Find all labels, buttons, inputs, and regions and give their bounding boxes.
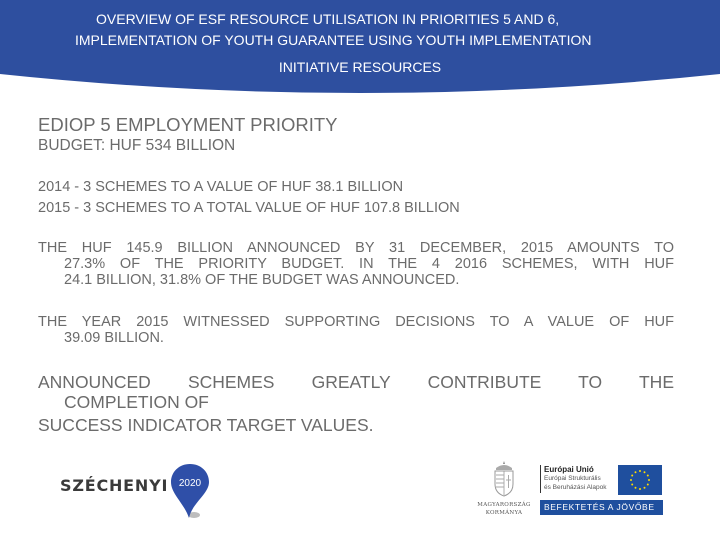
paragraph-line: 39.09 BILLION.: [64, 330, 164, 346]
scheme-2014: 2014 - 3 SCHEMES TO A VALUE OF HUF 38.1 BILLION: [38, 179, 404, 195]
paragraph-line: 27.3% OF THE PRIORITY BUDGET. IN THE 4 2016 SCHEMES, WITH HUF: [64, 256, 674, 272]
paragraph-line: THE HUF 145.9 BILLION ANNOUNCED BY 31 DECEMBER, 2015 AMOUNTS TO: [38, 240, 674, 256]
eu-slogan-band: BEFEKTETÉS A JÖVŐBE: [540, 500, 663, 515]
eu-divider: [540, 465, 541, 493]
title-line-2: IMPLEMENTATION OF YOUTH GUARANTEE USING YOUTH IMPLEMENTATION: [75, 32, 592, 48]
paragraph-line: COMPLETION OF: [64, 392, 209, 412]
paragraph-line: THE YEAR 2015 WITNESSED SUPPORTING DECISIONS TO A VALUE OF HUF: [38, 314, 674, 330]
eu-flag-icon: [618, 465, 662, 495]
pin-year: 2020: [178, 478, 202, 489]
paragraph-conclusion: [38, 372, 674, 435]
paragraph-line: ANNOUNCED SCHEMES GREATLY CONTRIBUTE TO THE: [38, 372, 674, 392]
gov-line-1: MAGYARORSZÁG: [477, 502, 531, 508]
eu-funds-logo: [540, 465, 710, 521]
coat-of-arms-icon: [492, 460, 516, 498]
szechenyi-2020-logo: [60, 463, 210, 519]
paragraph-announced: [38, 240, 674, 288]
eu-subtitle-1: Európai Strukturális: [544, 475, 601, 482]
title-line-3: INITIATIVE RESOURCES: [278, 59, 442, 75]
map-pin-icon: [170, 463, 210, 521]
header-banner: [0, 0, 720, 100]
paragraph-decisions: [38, 314, 674, 346]
eu-subtitle-2: és Beruházási Alapok: [544, 484, 607, 491]
paragraph-line: 24.1 BILLION, 31.8% OF THE BUDGET WAS ANNOUNCED.: [64, 272, 460, 288]
budget-line: BUDGET: HUF 534 BILLION: [38, 137, 236, 154]
scheme-2015: 2015 - 3 SCHEMES TO A TOTAL VALUE OF HUF 107.8 BILLION: [38, 200, 460, 216]
paragraph-line: SUCCESS INDICATOR TARGET VALUES.: [38, 415, 374, 435]
szechenyi-wordmark: SZÉCHENYI: [60, 476, 169, 495]
eu-title: Európai Unió: [544, 465, 594, 474]
hungarian-government-logo: [470, 460, 538, 522]
gov-line-2: KORMÁNYA: [485, 510, 523, 516]
title-line-1: OVERVIEW OF ESF RESOURCE UTILISATION IN PRIORITIES 5 AND 6,: [96, 11, 560, 27]
section-heading: EDIOP 5 EMPLOYMENT PRIORITY: [38, 114, 338, 135]
